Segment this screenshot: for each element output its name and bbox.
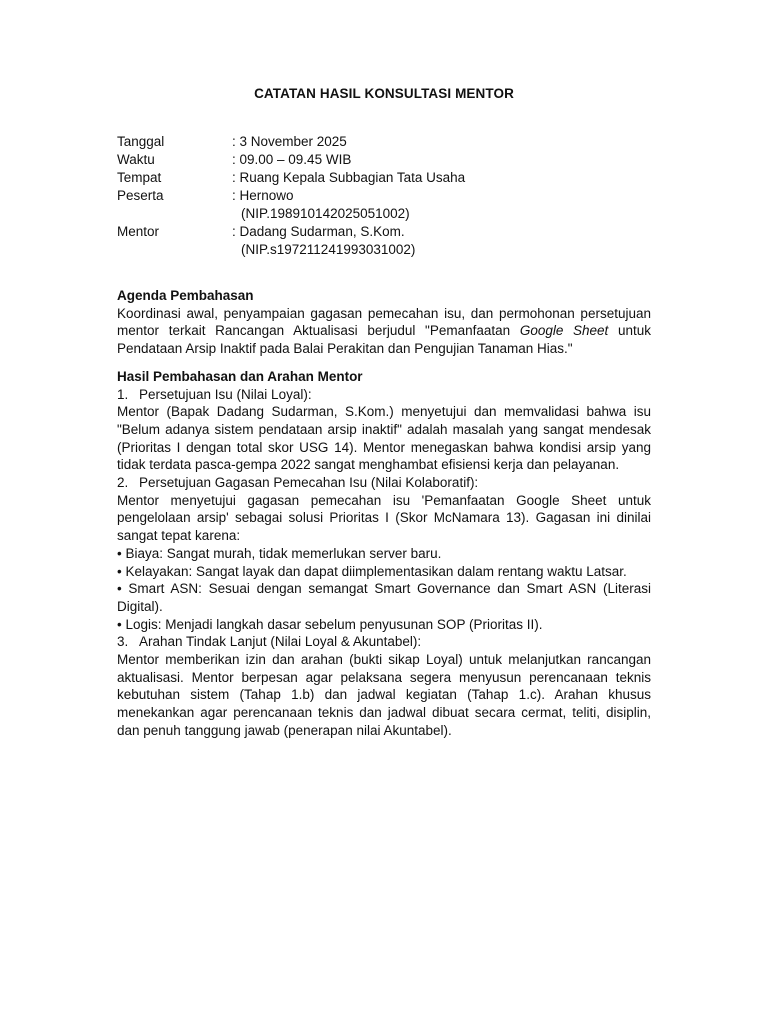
bullet-item: • Logis: Menjadi langkah dasar sebelum penyusunan SOP (Prioritas II). <box>117 616 543 632</box>
result-item-1-title <box>117 386 651 404</box>
info-key: Tempat <box>117 170 162 185</box>
result-item-3-title <box>117 633 651 651</box>
bullet-item: • Kelayakan: Sangat layak dan dapat diimplementasikan dalam rentang waktu Latsar. <box>117 563 627 579</box>
info-row-mentor-nip <box>117 241 657 259</box>
info-value: (NIP.s197211241993031002) <box>241 242 416 257</box>
info-value: : Ruang Kepala Subbagian Tata Usaha <box>232 170 466 185</box>
results-heading: Hasil Pembahasan dan Arahan Mentor <box>117 368 363 384</box>
agenda-paragraph <box>117 305 651 358</box>
info-row-time <box>117 151 657 169</box>
info-value: : Dadang Sudarman, S.Kom. <box>232 224 405 239</box>
info-key: Tanggal <box>117 134 165 149</box>
result-item-1-text: Mentor (Bapak Dadang Sudarman, S.Kom.) menyetujui dan memvalidasi bahwa isu "Belum adanya sistem pendataan arsip inaktif" adalah masalah yang sangat mendesak (Prioritas I dengan total skor USG 14). Mentor menegaskan bahwa kondisi arsip yang tidak terdata pasca-gempa 2022 sangat menghambat efisiensi kerja dan pelayanan. <box>117 404 651 473</box>
section-gap <box>117 358 651 368</box>
agenda-heading: Agenda Pembahasan <box>117 288 254 303</box>
document-body <box>117 287 651 740</box>
info-value: : Hernowo <box>232 188 294 203</box>
agenda-text-part: Koordinasi awal, penyampaian gagasan pemecahan isu, dan permohonan persetujuan mentor terkait Rancangan Aktualisasi berjudul "Pemanfaatan <box>117 305 651 339</box>
info-row-mentor <box>117 223 657 241</box>
item-title: Persetujuan Gagasan Pemecahan Isu (Nilai Kolaboratif): <box>139 475 479 491</box>
item-title: Persetujuan Isu (Nilai Loyal): <box>139 386 312 402</box>
info-value: : 09.00 – 09.45 WIB <box>232 152 352 167</box>
item-number: 2. <box>117 475 129 491</box>
item-title: Arahan Tindak Lanjut (Nilai Loyal & Akuntabel): <box>139 634 422 650</box>
bullet-item: • Smart ASN: Sesuai dengan semangat Smart Governance dan Smart ASN (Literasi Digital). <box>117 581 651 614</box>
result-item-3-text: Mentor memberikan izin dan arahan (bukti sikap Loyal) untuk melanjutkan rancangan aktualisasi. Mentor berpesan agar pelaksana segera menyusun perencanaan teknis kebutuhan sistem (Tahap 1.b) dan jadwal kegiatan (Tahap 1.c). Arahan khusus menekankan agar perencanaan teknis dan jadwal dibuat secara cermat, teliti, disiplin, dan penuh tanggung jawab (penerapan nilai Akuntabel). <box>117 652 651 738</box>
item-number: 3. <box>117 634 129 650</box>
info-key: Peserta <box>117 188 164 203</box>
bullet-item: • Biaya: Sangat murah, tidak memerlukan server baru. <box>117 545 442 561</box>
info-key: Waktu <box>117 152 155 167</box>
info-value: : 3 November 2025 <box>232 134 347 149</box>
info-key: Mentor <box>117 224 160 239</box>
agenda-text-part: untuk Pendataan Arsip Inaktif pada Balai Perakitan dan Pengujian Tanaman Hias." <box>117 323 652 357</box>
agenda-italic-text: Google Sheet <box>519 323 609 339</box>
info-value: (NIP.198910142025051002) <box>241 206 410 221</box>
info-row-participant <box>117 187 657 205</box>
info-key <box>117 241 232 259</box>
result-item-2-text: Mentor menyetujui gagasan pemecahan isu 'Pemanfaatan Google Sheet untuk pengelolaan arsip' sebagai solusi Prioritas I (Skor McNamara 13). Gagasan ini dinilai sangat tepat karena: <box>117 492 651 544</box>
info-row-date <box>117 133 657 151</box>
result-item-2-title <box>117 474 651 492</box>
meeting-info <box>117 133 657 259</box>
info-row-place <box>117 169 657 187</box>
document-title: CATATAN HASIL KONSULTASI MENTOR <box>254 86 514 101</box>
item-number: 1. <box>117 386 129 402</box>
info-row-participant-nip <box>117 205 657 223</box>
info-key <box>117 205 232 223</box>
